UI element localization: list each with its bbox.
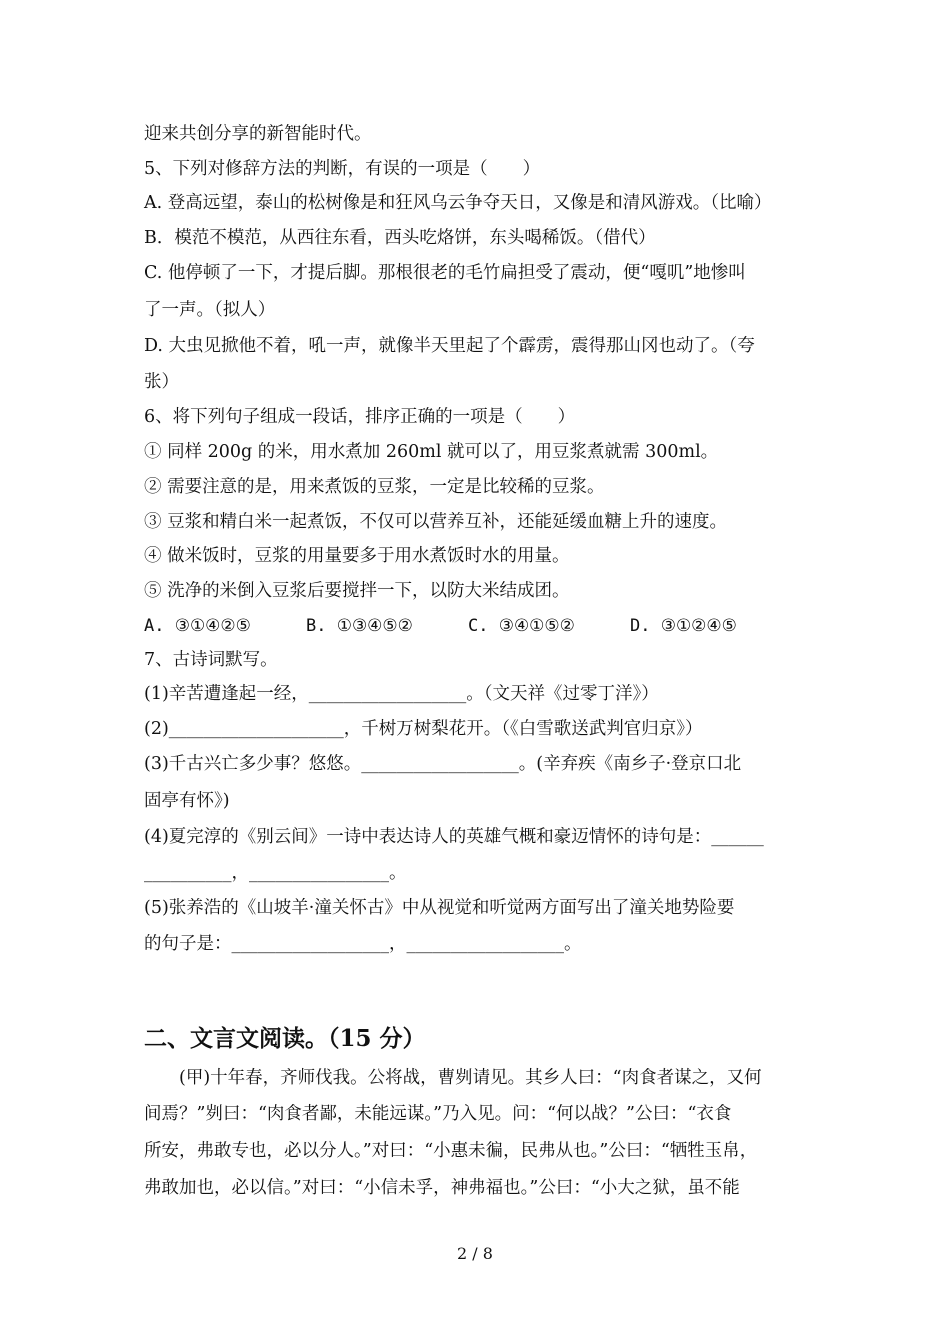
option-b: B. ①③④⑤②: [306, 616, 413, 636]
passage-line: 所安，弗敢专也，必以分人。”对曰：“小惠未徧，民弗从也。”公曰：“牺牲玉帛，: [144, 1141, 758, 1161]
poem-blank-2: (2)____________________，千树万树梨花开。（《白雪歌送武判官归京》）: [144, 719, 703, 739]
poem-blank-5-cont: 的句子是：__________________，__________________。: [144, 934, 582, 954]
poem-blank-3-cont: 固亭有怀》): [144, 791, 230, 811]
question-5-option-c: C. 他停顿了一下，才提后脚。那根很老的毛竹扁担受了震动，便“嘎叽”地惨叫: [144, 263, 746, 283]
section-2-heading: 二、文言文阅读。（15 分）: [144, 1025, 426, 1052]
question-5-option-c-cont: 了一声。（拟人）: [144, 300, 276, 320]
question-6-options: [144, 614, 737, 638]
question-5-option-a: A. 登高远望，泰山的松树像是和狂风乌云争夺天日，又像是和清风游戏。（比喻）: [144, 193, 772, 213]
option-d: D. ③①②④⑤: [630, 616, 737, 636]
poem-blank-3: (3)千古兴亡多少事？悠悠。__________________。(辛弃疾《南乡子·登京口北: [144, 754, 742, 774]
option-a: A. ③①④②⑤: [144, 616, 251, 636]
question-7-stem: 7、古诗词默写。: [144, 650, 278, 670]
poem-blank-5: (5)张养浩的《山坡羊·潼关怀古》中从视觉和听觉两方面写出了潼关地势险要: [144, 898, 735, 918]
question-5-option-d-cont: 张）: [144, 372, 179, 392]
text-line: 迎来共创分享的新智能时代。: [144, 124, 372, 144]
poem-blank-1: (1)辛苦遭逢起一经，__________________。（文天祥《过零丁洋》）: [144, 684, 659, 704]
sentence-3: ③ 豆浆和精白米一起煮饭，不仅可以营养互补，还能延缓血糖上升的速度。: [144, 512, 728, 532]
question-5-stem: 5、下列对修辞方法的判断，有误的一项是（ ）: [144, 159, 541, 179]
question-6-stem: 6、将下列句子组成一段话，排序正确的一项是（ ）: [144, 407, 576, 427]
sentence-2: ② 需要注意的是，用来煮饭的豆浆，一定是比较稀的豆浆。: [144, 477, 605, 497]
poem-blank-4: (4)夏完淳的《别云间》一诗中表达诗人的英雄气概和豪迈情怀的诗句是：______: [144, 827, 764, 847]
passage-line: 间焉？”刿曰：“肉食者鄙，未能远谋。”乃入见。问：“何以战？”公曰：“衣食: [144, 1104, 732, 1124]
sentence-1: ① 同样 200g 的米，用水煮加 260ml 就可以了，用豆浆煮就需 300ml。: [144, 442, 719, 462]
question-5-option-d: D. 大虫见掀他不着，吼一声，就像半天里起了个霹雳，震得那山冈也动了。（夸: [144, 336, 755, 356]
sentence-5: ⑤ 洗净的米倒入豆浆后要搅拌一下，以防大米结成团。: [144, 581, 570, 601]
poem-blank-4-cont: __________，________________。: [144, 863, 407, 883]
sentence-4: ④ 做米饭时，豆浆的用量要多于用水煮饭时水的用量。: [144, 546, 570, 566]
option-c: C. ③④①⑤②: [468, 616, 575, 636]
question-5-option-b: B．模范不模范，从西往东看，西头吃烙饼，东头喝稀饭。（借代）: [144, 228, 656, 248]
passage-line: 弗敢加也，必以信。”对曰：“小信未孚，神弗福也。”公曰：“小大之狱，虽不能: [144, 1178, 740, 1198]
page-number: 2 / 8: [457, 1244, 493, 1263]
passage-line: (甲)十年春，齐师伐我。公将战，曹刿请见。其乡人曰：“肉食者谋之，又何: [144, 1068, 762, 1088]
